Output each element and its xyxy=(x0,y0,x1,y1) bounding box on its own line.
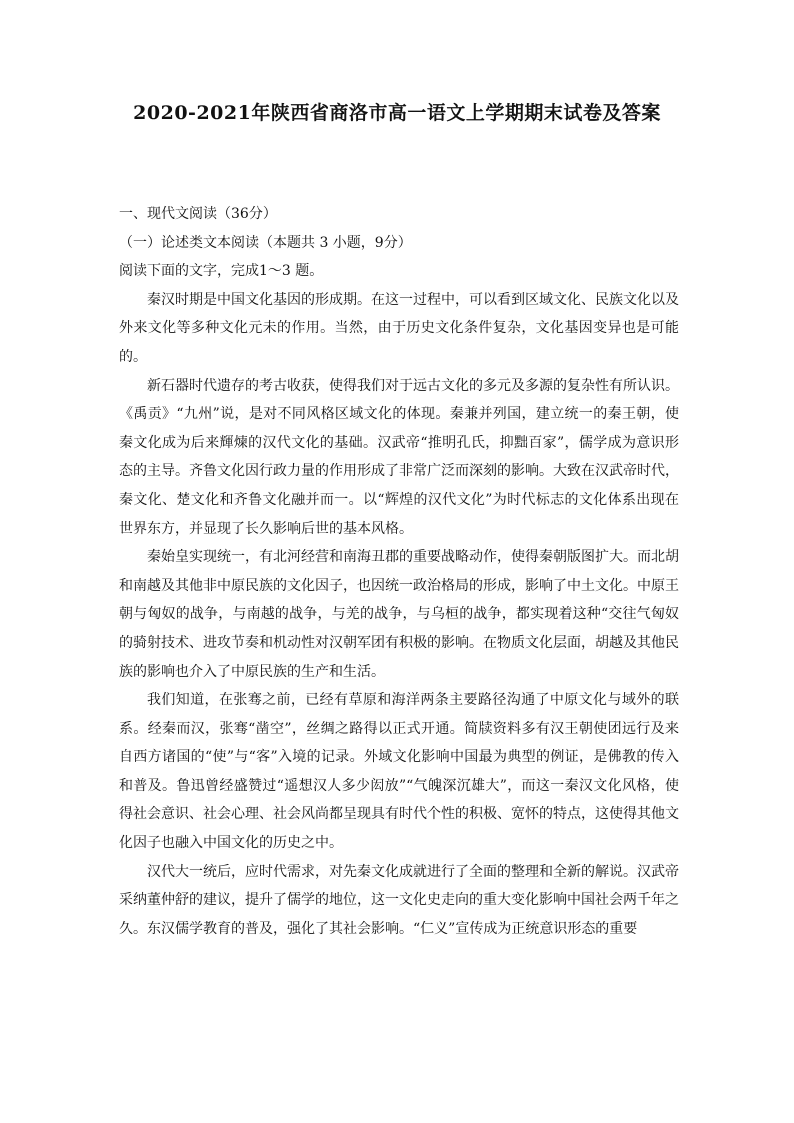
document-title: 2020-2021年陕西省商洛市高一语文上学期期末试卷及答案 xyxy=(133,102,661,124)
paragraph-4: 我们知道，在张骞之前，已经有草原和海洋两条主要路径沟通了中原文化与域外的联系。经秦而汉，张骞“凿空”，丝绸之路得以正式开通。简牍资料多有汉王朝使团远行及来自西方诸国的“使”与“客”入境的记录。外域文化影响中国最为典型的例证，是佛教的传入和普及。鲁迅曾经盛赞过“遥想汉人多少闳放”“气魄深沉雄大”，而这一秦汉文化风格，使得社会意识、社会心理、社会风尚都呈现具有时代个性的积极、宽怀的特点，这使得其他文化因子也融入中国文化的历史之中。 xyxy=(119,692,679,852)
paragraph-1: 秦汉时期是中国文化基因的形成期。在这一过程中，可以看到区域文化、民族文化以及外来文化等多种文化元未的作用。当然，由于历史文化条件复杂，文化基因变异也是可能的。 xyxy=(119,291,679,365)
reading-instruction: 阅读下面的文字，完成1～3 题。 xyxy=(119,263,324,280)
paragraph-5: 汉代大一统后，应时代需求，对先秦文化成就进行了全面的整理和全新的解说。汉武帝采纳董仲舒的建议，提升了儒学的地位，这一文化史走向的重大变化影响中国社会两千年之久。东汉儒学教育的普及，强化了其社会影响。“仁义”宣传成为正统意识形态的重要 xyxy=(119,863,679,937)
document-body xyxy=(119,200,679,943)
section-heading: 一、现代文阅读（36分） xyxy=(119,206,277,222)
paragraph-3: 秦始皇实现统一，有北河经营和南海丑郡的重要战略动作，使得秦朝版图扩大。而北胡和南越及其他非中原民族的文化因子，也因统一政治格局的形成，影响了中土文化。中原王朝与匈奴的战争，与南越的战争，与羌的战争，与乌桓的战争，都实现着这种“交往气匈奴的骑射技术、进攻节奏和机动性对汉朝军团有积极的影响。在物质文化层面，胡越及其他民族的影响也介入了中原民族的生产和生活。 xyxy=(119,549,679,680)
subsection-heading: （一）论述类文本阅读（本题共 3 小题，9分） xyxy=(119,234,412,251)
paragraph-2: 新石器时代遗存的考古收获，使得我们对于远古文化的多元及多源的复杂性有所认识。《禹贡》“九州”说，是对不同风格区域文化的体现。秦兼并列国，建立统一的秦王朝，使秦文化成为后来輝煉的汉代文化的基础。汉武帝“推明孔氏，抑黜百家”，儒学成为意识形态的主导。齐鲁文化因行政力量的作用形成了非常广泛而深刻的影响。大致在汉武帝时代，秦文化、楚文化和齐鲁文化融并而一。以“辉煌的汉代文化”为时代标志的文化体系出现在世界东方，并显现了长久影响后世的基本风格。 xyxy=(119,377,679,537)
